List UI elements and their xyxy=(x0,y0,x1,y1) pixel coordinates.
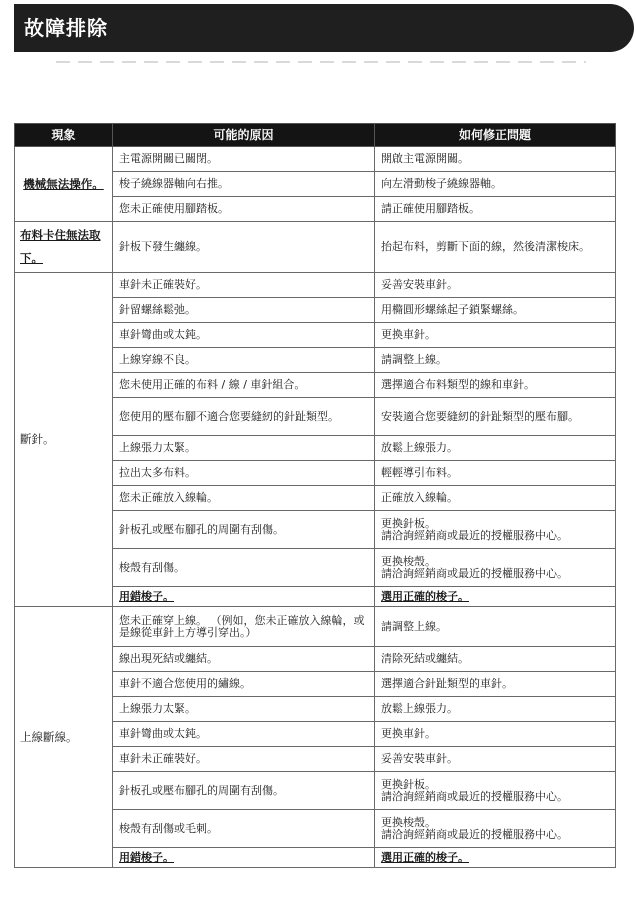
fix-cell-text: 清除死結或纏結。 xyxy=(381,652,469,665)
cause-cell xyxy=(113,348,375,373)
fix-cell-text: 請調整上線。 xyxy=(381,619,447,633)
table-row xyxy=(15,607,616,647)
fix-cell xyxy=(375,172,616,197)
fix-cell xyxy=(375,587,616,607)
fix-cell xyxy=(375,486,616,511)
fix-cell xyxy=(375,672,616,697)
cause-cell-text: 車針彎曲或太鈍。 xyxy=(119,328,207,341)
fix-cell-text: 更換針板。 請洽詢經銷商或最近的授權服務中心。 xyxy=(381,777,568,803)
cause-cell xyxy=(113,222,375,273)
table-header-row xyxy=(15,124,616,147)
symptom-cell xyxy=(15,607,113,868)
cause-cell-text: 梭子繞線器軸向右推。 xyxy=(119,177,229,190)
page-title: 故障排除 xyxy=(24,16,108,40)
fix-cell-text: 正確放入線輪。 xyxy=(381,491,458,504)
fix-cell-text: 選擇適合針趾類型的車針。 xyxy=(381,677,513,690)
fix-cell-text: 選用正確的梭子。 xyxy=(381,850,469,864)
fix-cell xyxy=(375,549,616,587)
fix-cell xyxy=(375,647,616,672)
cause-cell-text: 上線張力太緊。 xyxy=(119,702,196,715)
fix-cell-text: 妥善安裝車針。 xyxy=(381,278,458,291)
fix-cell xyxy=(375,222,616,273)
symptom-label: 布料卡住無法取下。 xyxy=(20,228,101,265)
fix-cell-text: 放鬆上線張力。 xyxy=(381,441,458,454)
fix-cell xyxy=(375,273,616,298)
cause-cell xyxy=(113,172,375,197)
fix-cell xyxy=(375,147,616,172)
cause-cell xyxy=(113,549,375,587)
fix-cell xyxy=(375,772,616,810)
symptom-label: 上線斷線。 xyxy=(20,729,78,744)
cause-cell-text: 用錯梭子。 xyxy=(119,850,174,864)
cause-cell-text: 上線張力太緊。 xyxy=(119,441,196,454)
column-header-symptom: 現象 xyxy=(15,124,113,147)
cause-cell xyxy=(113,273,375,298)
symptom-label: 機械無法操作。 xyxy=(23,176,104,191)
table-row xyxy=(15,147,616,172)
fix-cell xyxy=(375,348,616,373)
cause-cell-text: 針留螺絲鬆弛。 xyxy=(119,303,196,316)
cause-cell-text: 您未正確穿上線。 （例如，您未正確放入線輪，或是線從車針上方導引穿出。） xyxy=(119,613,365,639)
cause-cell-text: 您未正確使用腳踏板。 xyxy=(119,202,229,215)
fix-cell xyxy=(375,511,616,549)
fix-cell-text: 抬起布料，剪斷下面的線，然後清潔梭床。 xyxy=(381,240,590,253)
cause-cell xyxy=(113,810,375,848)
cause-cell xyxy=(113,747,375,772)
cause-cell-text: 梭殼有刮傷或毛刺。 xyxy=(119,821,218,835)
fix-cell xyxy=(375,373,616,398)
cause-cell xyxy=(113,323,375,348)
fix-cell-text: 開啟主電源開關。 xyxy=(381,152,469,165)
symptom-cell xyxy=(15,222,113,273)
header-bar xyxy=(14,4,634,52)
cause-cell-text: 針板孔或壓布腳孔的周圍有刮傷。 xyxy=(119,522,284,536)
cause-cell-text: 梭殼有刮傷。 xyxy=(119,560,185,574)
troubleshooting-table xyxy=(14,123,616,868)
fix-cell xyxy=(375,436,616,461)
fix-cell-text: 更換梭殼。 請洽詢經銷商或最近的授權服務中心。 xyxy=(381,815,568,841)
cause-cell-text: 線出現死結或纏結。 xyxy=(119,652,218,665)
column-header-cause: 可能的原因 xyxy=(113,124,375,147)
cause-cell-text: 上線穿線不良。 xyxy=(119,353,196,366)
fix-cell-text: 選用正確的梭子。 xyxy=(381,589,469,603)
fix-cell-text: 請正確使用腳踏板。 xyxy=(381,202,480,215)
cause-cell xyxy=(113,607,375,647)
cause-cell-text: 車針未正確裝好。 xyxy=(119,752,207,765)
fix-cell xyxy=(375,747,616,772)
cause-cell-text: 針板下發生纏線。 xyxy=(119,240,207,253)
fix-cell xyxy=(375,398,616,436)
cause-cell-text: 用錯梭子。 xyxy=(119,589,174,603)
fix-cell-text: 安裝適合您要縫紉的針趾類型的壓布腳。 xyxy=(381,409,579,423)
fix-cell-text: 更換針板。 請洽詢經銷商或最近的授權服務中心。 xyxy=(381,516,568,542)
table-row xyxy=(15,222,616,273)
cause-cell xyxy=(113,722,375,747)
fix-cell xyxy=(375,607,616,647)
cause-cell xyxy=(113,772,375,810)
fix-cell-text: 輕輕導引布料。 xyxy=(381,466,458,479)
cause-cell xyxy=(113,697,375,722)
cause-cell xyxy=(113,587,375,607)
fix-cell-text: 向左滑動梭子繞線器軸。 xyxy=(381,177,502,190)
fix-cell-text: 更換梭殼。 請洽詢經銷商或最近的授權服務中心。 xyxy=(381,554,568,580)
fix-cell-text: 放鬆上線張力。 xyxy=(381,702,458,715)
symptom-cell xyxy=(15,147,113,222)
cause-cell xyxy=(113,461,375,486)
column-header-fix: 如何修正問題 xyxy=(375,124,616,147)
table-body xyxy=(15,147,616,868)
cause-cell-text: 車針未正確裝好。 xyxy=(119,278,207,291)
cause-cell-text: 針板孔或壓布腳孔的周圍有刮傷。 xyxy=(119,783,284,797)
cause-cell-text: 您未使用正確的布料 / 線 / 車針組合。 xyxy=(119,378,306,391)
cause-cell xyxy=(113,672,375,697)
faint-divider xyxy=(56,61,586,63)
fix-cell xyxy=(375,722,616,747)
cause-cell xyxy=(113,373,375,398)
cause-cell-text: 您使用的壓布腳不適合您要縫紉的針趾類型。 xyxy=(119,409,339,423)
fix-cell-text: 更換車針。 xyxy=(381,328,436,341)
cause-cell-text: 車針不適合您使用的繡線。 xyxy=(119,677,251,690)
cause-cell-text: 拉出太多布料。 xyxy=(119,466,196,479)
cause-cell xyxy=(113,848,375,868)
fix-cell xyxy=(375,848,616,868)
cause-cell xyxy=(113,511,375,549)
fix-cell-text: 選擇適合布料類型的線和車針。 xyxy=(381,378,535,391)
symptom-cell xyxy=(15,273,113,607)
cause-cell xyxy=(113,486,375,511)
table-row xyxy=(15,273,616,298)
cause-cell-text: 您未正確放入線輪。 xyxy=(119,491,218,504)
symptom-label: 斷針。 xyxy=(20,432,55,446)
fix-cell-text: 請調整上線。 xyxy=(381,353,447,366)
cause-cell-text: 車針彎曲或太鈍。 xyxy=(119,727,207,740)
fix-cell xyxy=(375,697,616,722)
cause-cell xyxy=(113,298,375,323)
fix-cell-text: 妥善安裝車針。 xyxy=(381,752,458,765)
cause-cell xyxy=(113,647,375,672)
fix-cell xyxy=(375,197,616,222)
cause-cell xyxy=(113,398,375,436)
fix-cell xyxy=(375,298,616,323)
cause-cell-text: 主電源開關已關閉。 xyxy=(119,152,218,165)
cause-cell xyxy=(113,197,375,222)
fix-cell xyxy=(375,323,616,348)
fix-cell-text: 更換車針。 xyxy=(381,727,436,740)
fix-cell xyxy=(375,461,616,486)
fix-cell xyxy=(375,810,616,848)
fix-cell-text: 用橢圓形螺絲起子鎖緊螺絲。 xyxy=(381,303,524,316)
cause-cell xyxy=(113,147,375,172)
cause-cell xyxy=(113,436,375,461)
